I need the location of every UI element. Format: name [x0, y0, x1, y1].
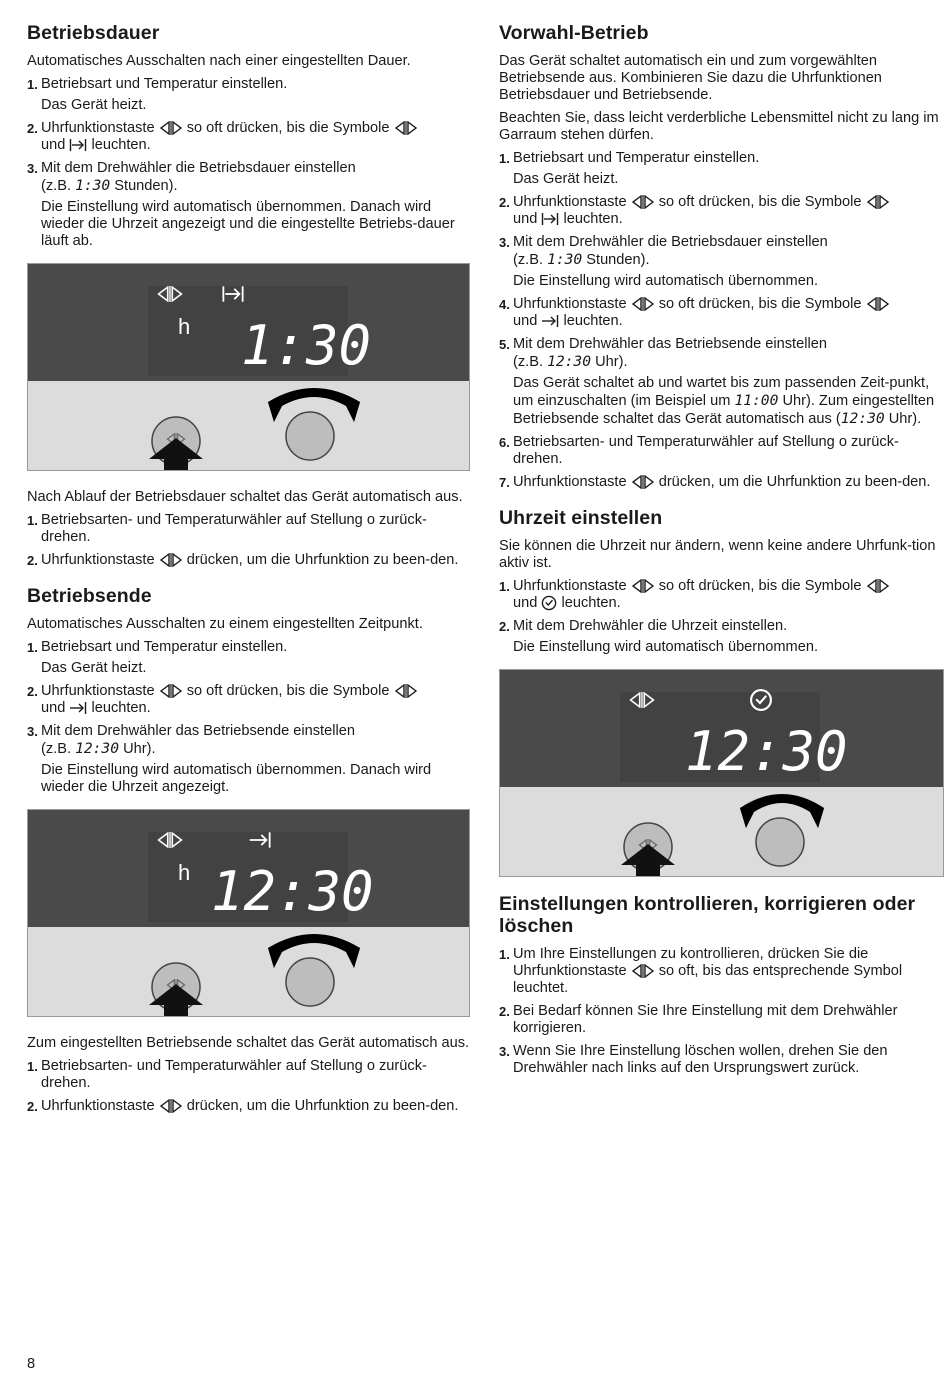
step-2: 2. Uhrfunktionstaste drücken, um die Uhrfunktion zu been-den.: [27, 552, 459, 568]
clock-function-icon: [631, 475, 655, 489]
clock-icon: [541, 595, 557, 611]
clock-function-icon: [631, 297, 655, 311]
step-3: 3. Mit dem Drehwähler das Betriebsende einstellen (z.B. 12:30 Uhr). Die Einstellung wird automatisch übernommen. Danach wird wieder die Uhrzeit angezeigt.: [27, 723, 432, 795]
clock-function-icon: [631, 964, 655, 978]
duration-icon: [223, 286, 242, 301]
clock-function-icon: [159, 121, 183, 135]
right-column: [499, 22, 944, 1083]
section-note: Beachten Sie, dass leicht verderbliche Lebensmittel nicht zu lang im Garraum stehen dürfen.: [499, 110, 939, 143]
after-text: Zum eingestellten Betriebsende schaltet das Gerät automatisch aus.: [27, 1035, 470, 1051]
step-3: 3. Mit dem Drehwähler die Betriebsdauer einstellen (z.B. 1:30 Stunden). Die Einstellung wird automatisch übernommen.: [499, 234, 828, 289]
step-1: 1. Uhrfunktionstaste so oft drücken, bis die Symbole und leuchten.: [499, 578, 944, 612]
clock-function-icon: [159, 553, 183, 567]
step-list: [499, 150, 944, 491]
page-number: 8: [27, 1356, 36, 1372]
display-value: 1:30: [241, 314, 372, 377]
clock-function-icon: [159, 832, 182, 848]
step-3: 3. Wenn Sie Ihre Einstellung löschen wollen, drehen Sie den Drehwähler nach links auf den Ursprungswert zurück.: [499, 1043, 888, 1076]
step-2: 2. Uhrfunktionstaste so oft drücken, bis die Symbole und leuchten.: [499, 194, 944, 228]
step-1: 1. Betriebsart und Temperatur einstellen. Das Gerät heizt.: [27, 76, 288, 113]
section-betriebsdauer: [27, 22, 470, 569]
section-title: Betriebsdauer: [27, 22, 160, 44]
left-column: [27, 22, 470, 1121]
step-2: 2. Uhrfunktionstaste so oft drücken, bis die Symbole und leuchten.: [27, 120, 470, 154]
duration-icon: [69, 138, 87, 152]
section-betriebsende: [27, 585, 470, 1115]
duration-icon: [541, 212, 559, 226]
section-intro: Automatisches Ausschalten nach einer eingestellten Dauer.: [27, 53, 411, 69]
step-2: 2. Bei Bedarf können Sie Ihre Einstellung mit dem Drehwähler korrigieren.: [499, 1003, 898, 1036]
step-1: 1. Betriebsarten- und Temperaturwähler auf Stellung o zurück-drehen.: [27, 512, 427, 545]
step-list: [27, 639, 470, 796]
section-uhrzeit-einstellen: [499, 507, 944, 877]
clock-function-icon: [866, 297, 890, 311]
step-7: 7. Uhrfunktionstaste drücken, um die Uhrfunktion zu been-den.: [499, 474, 931, 490]
step-3: 3. Mit dem Drehwähler die Betriebsdauer einstellen (z.B. 1:30 Stunden). Die Einstellung wird automatisch übernommen. Danach wird wieder die Uhrzeit angezeigt und die eingestellte Betriebs-dauer läuft ab.: [27, 160, 455, 249]
step-1: 1. Betriebsarten- und Temperaturwähler auf Stellung o zurück-drehen.: [27, 1058, 427, 1091]
after-text: Nach Ablauf der Betriebsdauer schaltet das Gerät automatisch aus.: [27, 489, 463, 505]
clock-function-icon: [631, 579, 655, 593]
clock-function-icon: [866, 579, 890, 593]
section-einstellungen: [499, 893, 944, 1077]
section-title: Einstellungen kontrollieren, korrigieren oder löschen: [499, 893, 916, 937]
rotary-knob: [756, 818, 804, 866]
clock-function-icon: [394, 684, 418, 698]
section-intro: Automatisches Ausschalten zu einem eingestellten Zeitpunkt.: [27, 616, 423, 632]
step-6: 6. Betriebsarten- und Temperaturwähler auf Stellung o zurück-drehen.: [499, 434, 899, 467]
section-title: Betriebsende: [27, 585, 152, 607]
clock-icon: [751, 690, 771, 710]
display-value: 12:30: [685, 720, 848, 783]
clock-function-icon: [159, 1099, 183, 1113]
section-intro: Das Gerät schaltet automatisch ein und zum vorgewählten Betriebsende aus. Kombinieren Sie dazu die Uhrfunktionen Betriebsdauer und Betriebsende.: [499, 53, 882, 103]
hour-label: h: [178, 314, 191, 339]
end-time-icon: [541, 314, 559, 328]
step-4: 4. Uhrfunktionstaste so oft drücken, bis die Symbole und leuchten.: [499, 296, 944, 330]
step-list: [499, 946, 944, 1077]
step-list-end: [27, 1058, 470, 1115]
step-list: [27, 76, 470, 250]
step-1: 1. Betriebsart und Temperatur einstellen. Das Gerät heizt.: [499, 150, 760, 187]
clock-function-icon: [394, 121, 418, 135]
clock-function-icon: [631, 692, 654, 708]
hour-label: h: [178, 860, 191, 885]
oven-control-panel: [499, 669, 944, 877]
end-time-icon: [250, 832, 270, 847]
clock-function-icon: [866, 195, 890, 209]
clock-function-icon: [631, 195, 655, 209]
section-title: Uhrzeit einstellen: [499, 507, 663, 529]
rotary-knob: [286, 958, 334, 1006]
step-1: 1. Betriebsart und Temperatur einstellen. Das Gerät heizt.: [27, 639, 288, 676]
clock-function-icon: [159, 684, 183, 698]
step-list-end: [27, 512, 470, 569]
oven-control-panel: [27, 263, 470, 471]
step-2: 2. Mit dem Drehwähler die Uhrzeit einstellen. Die Einstellung wird automatisch übernommen.: [499, 618, 818, 655]
section-vorwahl-betrieb: [499, 22, 944, 491]
step-2: 2. Uhrfunktionstaste drücken, um die Uhrfunktion zu been-den.: [27, 1098, 459, 1114]
rotary-knob: [286, 412, 334, 460]
oven-control-panel: [27, 809, 470, 1017]
step-2: 2. Uhrfunktionstaste so oft drücken, bis die Symbole und leuchten.: [27, 683, 470, 717]
end-time-icon: [69, 701, 87, 715]
step-list: [499, 578, 944, 656]
section-intro: Sie können die Uhrzeit nur ändern, wenn keine andere Uhrfunk-tion aktiv ist.: [499, 538, 936, 571]
clock-function-icon: [159, 286, 182, 302]
step-1: 1. Um Ihre Einstellungen zu kontrollieren, drücken Sie die Uhrfunktionstaste so oft, bis das entsprechende Symbol leuchtet.: [499, 946, 903, 996]
display-value: 12:30: [211, 860, 374, 923]
step-5: 5. Mit dem Drehwähler das Betriebsende einstellen (z.B. 12:30 Uhr). Das Gerät schaltet ab und wartet bis zum passenden Zeit-punkt, um einzuschalten (im Beispiel um 11:00 Uhr). Zum eingestellten Betriebsende schaltet das Gerät automatisch aus (12:30 Uhr).: [499, 336, 935, 427]
section-title: Vorwahl-Betrieb: [499, 22, 649, 44]
